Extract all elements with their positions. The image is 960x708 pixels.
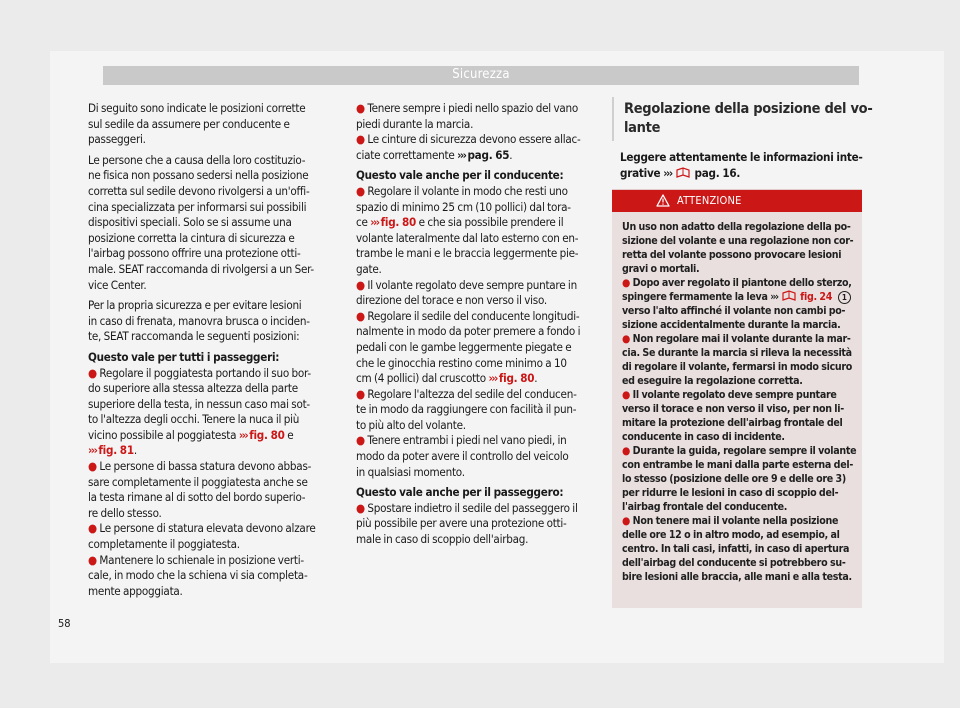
text-line: mitare la protezione dell'airbag frontale del — [622, 417, 843, 429]
bullet-item-last-line: cm (4 pollici) dal cruscotto ››› fig. 80. — [356, 371, 538, 386]
text-line: to più alto del volante. — [356, 417, 466, 432]
figure-link[interactable]: fig. 81 — [98, 443, 134, 458]
column-left — [88, 101, 352, 599]
bullet-icon: ● — [356, 183, 365, 198]
text-line: Un uso non adatto della regolazione della po- — [622, 221, 851, 233]
text-line: sul sedile da assumere per conducente e — [88, 116, 290, 131]
text-line: in caso di frenata, manovra brusca o inciden- — [88, 313, 310, 328]
text-line: corretta sul sedile devono rivolgersi a un'offi- — [88, 183, 310, 198]
bullet-icon: ● — [88, 459, 100, 474]
text-line: te, SEAT raccomanda le seguenti posizioni: — [88, 329, 300, 344]
bullet-icon: ● — [88, 521, 100, 536]
bullet-icon: ● — [356, 277, 368, 292]
warning-triangle-icon — [656, 194, 670, 207]
column-middle — [356, 101, 606, 548]
text-line: verso il torace e non verso il viso, per non li- — [622, 403, 844, 415]
paragraph — [88, 298, 352, 345]
section-heading: Questo vale anche per il conducente: — [356, 168, 564, 183]
page-link[interactable]: pag. 16 — [694, 165, 737, 180]
figure-link[interactable]: fig. 24 — [800, 291, 833, 303]
text-line: sizione del volante e una regolazione non cor- — [622, 235, 854, 247]
text-line: cia. Se durante la marcia si rileva la necessità — [622, 347, 852, 359]
text-line: cina specializzata per informarsi sui possibili — [88, 199, 307, 214]
reference-arrow-icon: ››› — [663, 165, 672, 180]
text-line: ● Tenere entrambi i piedi nel vano piedi, in — [356, 433, 567, 448]
text-line: cale, in modo che la schiena vi sia completa- — [88, 568, 308, 583]
page-number: 58 — [58, 617, 71, 630]
text-line: gravi o mortali. — [622, 263, 700, 275]
text-line: male in caso di scoppio dell'airbag. — [356, 532, 529, 547]
text-line: completamente il poggiatesta. — [88, 537, 240, 552]
text-line: sizione accidentalmente durante la marcia. — [622, 319, 841, 331]
bullet-item — [356, 501, 606, 548]
page-link[interactable]: pag. 65 — [467, 147, 510, 162]
text-line: Per la propria sicurezza e per evitare lesioni — [88, 298, 302, 313]
text-line: bire lesioni alle braccia, alle mani e alla testa. — [622, 571, 852, 583]
warning-label: ATTENZIONE — [677, 194, 742, 207]
bullet-item: ● Dopo aver regolato il piantone dello sterzo, — [622, 277, 852, 289]
text-line: direzione del torace e non verso il viso. — [356, 293, 547, 308]
bullet-icon: ● — [356, 101, 368, 115]
text-line: ● Mantenere lo schienale in posizione verti- — [88, 552, 304, 567]
warning-header — [612, 190, 862, 212]
text-line: gate. — [356, 261, 382, 276]
text-line: ● Durante la guida, regolare sempre il volante — [622, 445, 857, 457]
reference-arrow-icon: ››› — [238, 427, 248, 442]
text-line: ● Regolare il sedile del conducente longitudi- — [356, 308, 580, 323]
header-bar — [103, 66, 859, 85]
bullet-item — [356, 278, 606, 309]
bullet-item — [356, 433, 606, 480]
text-line: piedi durante la marcia. — [356, 116, 474, 131]
text-line: che le ginocchia restino come minimo a 10 — [356, 355, 567, 370]
text-line: ● Tenere sempre i piedi nello spazio del vano — [356, 101, 579, 115]
text-line: vice Center. — [88, 277, 147, 292]
bullet-item — [88, 521, 352, 552]
page-header-title: Sicurezza — [452, 67, 510, 82]
bullet-item — [622, 514, 856, 584]
bullet-item — [356, 309, 606, 371]
bullet-item-continued — [356, 231, 606, 278]
text-line: la testa rimane al di sotto del bordo superio- — [88, 490, 306, 505]
text-line: in qualsiasi momento. — [356, 464, 465, 479]
text-line: ● Regolare l'altezza del sedile del conducen- — [356, 386, 577, 401]
bullet-item — [356, 387, 606, 434]
text-line: retta del volante possono provocare lesioni — [622, 249, 842, 261]
bullet-icon: ● — [356, 500, 368, 515]
bullet-icon: ● — [622, 515, 633, 527]
text-line: conducente in caso di incidente. — [622, 431, 785, 443]
bullet-icon: ● — [356, 433, 368, 448]
text-line: to l'altezza degli occhi. Tenere la nuca il più — [88, 412, 300, 427]
text-line: ed eseguire la regolazione corretta. — [622, 375, 803, 387]
text-line: ● Il volante regolato deve sempre puntare in — [356, 277, 577, 292]
text-line: sare completamente il poggiatesta anche se — [88, 474, 308, 489]
paragraph — [622, 220, 856, 276]
paragraph — [88, 101, 352, 148]
text-line: ● Le persone di statura elevata devono alzare — [88, 521, 316, 536]
warning-book-icon — [782, 290, 796, 301]
bullet-icon: ● — [88, 552, 100, 567]
bullet-item: ● Regolare il volante in modo che resti uno — [356, 183, 568, 198]
title-rule — [612, 97, 614, 141]
text-line: re dello stesso. — [88, 505, 162, 520]
text-line: posizione corretta la cintura di sicurezza e — [88, 230, 295, 245]
bullet-icon: ● — [356, 386, 368, 401]
text-line: ne fisica non possano sedersi nella posizione — [88, 168, 309, 183]
text-line: ● Non regolare mai il volante durante la mar- — [622, 333, 851, 345]
reference-arrow-icon: ››› — [88, 443, 97, 458]
bullet-icon: ● — [622, 445, 633, 457]
text-line: per ridurre le lesioni in caso di scoppio del- — [622, 487, 839, 499]
bullet-item: ● Le cinture di sicurezza devono essere allac- — [356, 132, 581, 147]
bullet-item — [356, 101, 606, 132]
bullet-icon: ● — [88, 365, 100, 380]
callout-number: 1 — [838, 291, 851, 304]
text-line: delle ore 12 o in altro modo, ad esempio, al — [622, 529, 840, 541]
bullet-icon: ● — [622, 277, 631, 289]
text-line: centro. In tali casi, infatti, in caso di apertura — [622, 543, 850, 555]
bullet-item-last-line: ››› fig. 81. — [88, 443, 137, 458]
figure-link[interactable]: fig. 80 — [380, 215, 417, 230]
bullet-item-line: ce ››› fig. 80 e che sia possibile prendere il — [356, 215, 564, 230]
bullet-item — [88, 553, 352, 600]
reference-arrow-icon: ››› — [370, 215, 379, 230]
text-line: ● Non tenere mai il volante nella posizione — [622, 515, 839, 527]
text-line: dispositivi speciali. Solo se si assume una — [88, 215, 292, 230]
figure-link[interactable]: fig. 80 — [498, 371, 535, 386]
text-line: nalmente in modo da poter premere a fondo i — [356, 324, 581, 339]
reference-arrow-icon: ››› — [488, 371, 497, 386]
bullet-item-line: spazio di minimo 25 cm (10 pollici) dal tora- — [356, 199, 571, 214]
reference-arrow-icon: ››› — [457, 147, 466, 162]
warning-body — [622, 220, 856, 584]
text-line: Le persone che a causa della loro costituzio- — [88, 152, 306, 167]
bullet-item-continued — [622, 304, 856, 332]
text-line: dell'airbag del conducente si potrebbero su- — [622, 557, 846, 569]
text-line: con entrambe le mani dalla parte esterna del- — [622, 459, 853, 471]
bullet-item-line: ciate correttamente ››› pag. 65. — [356, 147, 513, 162]
text-line: modo da poter avere il controllo del veicolo — [356, 449, 569, 464]
bullet-item-line: spingere fermamente la leva ››› fig. 24 1 — [622, 290, 856, 304]
bullet-item — [622, 444, 856, 514]
section-heading: Questo vale per tutti i passeggeri: — [88, 349, 280, 364]
text-line: passeggeri. — [88, 132, 146, 147]
text-line: do superiore alla stessa altezza della parte — [88, 381, 298, 396]
text-line: male. SEAT raccomanda di rivolgersi a un Ser- — [88, 261, 314, 276]
bullet-item — [622, 388, 856, 444]
bullet-icon: ● — [622, 389, 633, 401]
text-line: Di seguito sono indicate le posizioni corrette — [88, 101, 306, 115]
bullet-item — [88, 459, 352, 521]
bullet-item-last-line: vicino possibile al poggiatesta ››› fig. 80 e — [88, 427, 294, 442]
warning-box — [612, 189, 862, 608]
bullet-item — [622, 332, 856, 388]
bullet-icon: ● — [622, 333, 633, 345]
section-heading: Questo vale anche per il passeggero: — [356, 485, 564, 500]
text-line: pedali con le gambe leggermente piegate e — [356, 339, 572, 354]
warning-book-icon — [676, 167, 690, 178]
intro-text: Leggere attentamente le informazioni inte- grative ››› pag. 16. — [620, 150, 863, 180]
text-line: più possibile per avere una protezione otti- — [356, 516, 567, 531]
text-line: l'airbag possono offrire una protezione otti- — [88, 246, 301, 261]
text-line: di regolare il volante, fermarsi in modo sicuro — [622, 361, 853, 373]
text-line: ● Spostare indietro il sedile del passeggero il — [356, 500, 578, 515]
bullet-icon: ● — [356, 132, 365, 147]
text-line: ● Le persone di bassa statura devono abbas- — [88, 459, 312, 474]
text-line: ● Regolare il poggiatesta portando il suo bor- — [88, 365, 311, 380]
bullet-item — [88, 366, 352, 428]
section-title: Regolazione della posizione del vo- lante — [624, 101, 873, 136]
bullet-icon: ● — [356, 308, 368, 323]
text-line: trambe le mani e le braccia leggermente pie- — [356, 246, 579, 261]
text-line: l'airbag frontale del conducente. — [622, 501, 788, 513]
paragraph — [88, 153, 352, 293]
text-line: te in modo da raggiungere con facilità il pun- — [356, 402, 577, 417]
figure-link[interactable]: fig. 80 — [249, 427, 285, 442]
text-line: volante lateralmente dal lato esterno con en- — [356, 230, 579, 245]
reference-arrow-icon: ››› — [770, 291, 778, 303]
text-line: ● Il volante regolato deve sempre puntare — [622, 389, 837, 401]
text-line: superiore della testa, in nessun caso mai sot- — [88, 396, 310, 411]
text-line: mente appoggiata. — [88, 583, 183, 598]
text-line: lo stesso (posizione delle ore 9 e delle ore 3) — [622, 473, 846, 485]
text-line: verso l'alto affinché il volante non cambi po- — [622, 305, 846, 317]
